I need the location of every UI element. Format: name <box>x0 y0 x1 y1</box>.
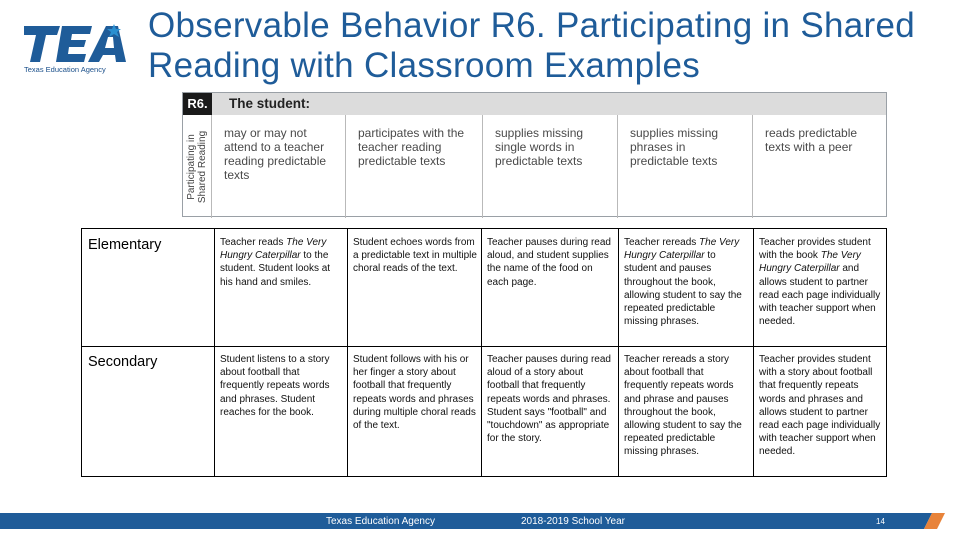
cell-text: Teacher pauses during read aloud, and student supplies the name of the food on each page. <box>487 237 611 288</box>
table-cell <box>754 346 886 476</box>
row-label: Elementary <box>82 229 215 346</box>
examples-table <box>81 228 887 477</box>
book-title: The Very Hungry Caterpillar <box>759 250 861 275</box>
table-cell <box>348 346 482 476</box>
cell-text: Teacher reads <box>220 237 287 248</box>
book-title: The Very Hungry Caterpillar <box>220 237 327 262</box>
row-label: Secondary <box>82 346 215 476</box>
page-title: Observable Behavior R6. Participating in Shared Reading with Classroom Examples <box>148 6 916 85</box>
table-row <box>82 229 886 347</box>
rubric-level-5: reads predictable texts with a peer <box>765 126 858 154</box>
tea-logo-mark <box>22 22 132 64</box>
table-row <box>82 346 886 476</box>
tea-logo <box>22 22 132 80</box>
cell-text: to student and pauses throughout the book, allowing student to say the repeated predictable missing phrases. <box>624 250 742 328</box>
table-cell <box>754 229 886 346</box>
rubric-level-2: participates with the teacher reading predictable texts <box>346 115 483 218</box>
rubric-level-3: supplies missing single words in predictable texts <box>483 115 618 218</box>
table-cell <box>482 229 619 346</box>
cell-text: Teacher provides student with the book <box>759 237 871 262</box>
cell-text: Teacher rereads <box>624 237 700 248</box>
book-title: The Very Hungry Caterpillar <box>624 237 740 262</box>
rubric-vertical-text: Participating in Shared Reading <box>186 130 208 203</box>
cell-text: Student listens to a story about football that frequently repeats words and phrases. Student reaches for the book. <box>220 354 330 418</box>
rubric-strip <box>182 92 887 217</box>
table-cell <box>348 229 482 346</box>
cell-text: Student echoes words from a predictable text in multiple choral reads of the text. <box>353 237 477 275</box>
cell-text: Teacher pauses during read aloud of a story about football that frequently repeats words and phrases. Student says "football" and "touchdown" as appropriate for the story. <box>487 354 611 445</box>
rubric-vertical-label <box>183 115 212 218</box>
footer-year: 2018-2019 School Year <box>521 516 625 527</box>
footer-agency: Texas Education Agency <box>326 516 435 527</box>
cell-text: Teacher rereads a story about football that frequently repeats words and phrase and pauses throughout the book, allowing student to say the repeated predictable missing phrases. <box>624 354 742 458</box>
cell-text: Teacher provides student with a story about football that frequently repeats words and phrases and allows student to partner read each page individually with teacher support when needed. <box>759 354 881 458</box>
table-cell <box>215 346 348 476</box>
page-number: 14 <box>876 517 885 526</box>
footer-bar <box>0 513 945 529</box>
rubric-code: R6. <box>183 93 212 115</box>
cell-text: and allows student to partner read each page individually with teacher support when needed. <box>759 263 881 328</box>
logo-subtitle: Texas Education Agency <box>24 65 106 74</box>
table-cell <box>215 229 348 346</box>
rubric-level-4: supplies missing phrases in predictable texts <box>618 115 753 218</box>
table-cell <box>482 346 619 476</box>
table-cell <box>619 346 754 476</box>
rubric-heading: The student: <box>212 93 886 115</box>
cell-text: to the student. Student looks at his hand and smiles. <box>220 250 331 288</box>
rubric-level-1: may or may not attend to a teacher reading predictable texts <box>212 115 346 218</box>
cell-text: Student follows with his or her finger a story about football that frequently repeats words and phrases during multiple choral reads of the text. <box>353 354 476 432</box>
table-cell <box>619 229 754 346</box>
